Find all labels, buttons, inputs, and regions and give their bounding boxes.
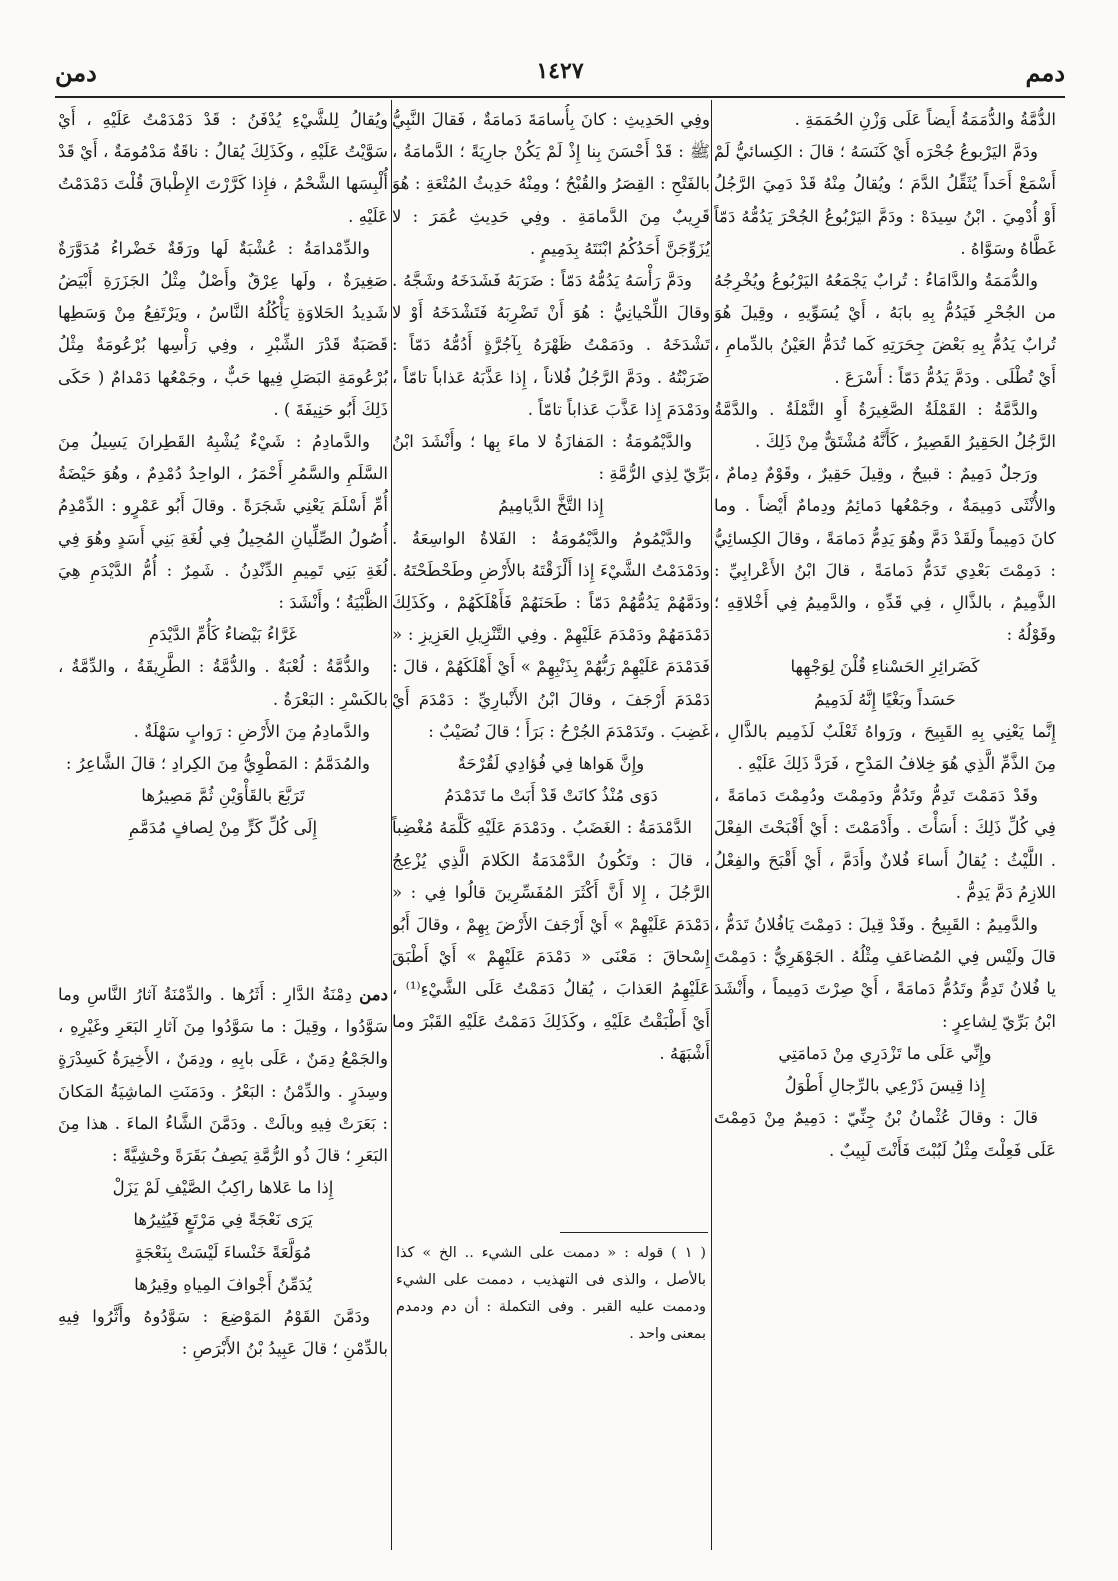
column-left-bottom xyxy=(58,978,388,1552)
column-middle xyxy=(392,104,710,1224)
verse-line: غَرَّاءُ بَيْضاءُ كَأُمِّ الدَّيْدَمِ xyxy=(148,625,298,645)
header-root-left: دمن xyxy=(55,58,97,87)
verse-line: دَوَى مُنْذُ كانَتْ قَدْ أَبَتْ ما تَدَمْدَمُ xyxy=(444,786,658,806)
footnote: ( ١ ) قوله : « دممت على الشيء .. الخ » كذا بالأصل ، والذى فى التهذيب ، دممت على الشيء ودممت عليه القبر . وفى التكملة : أن دم ودمدم بمعنى واحد . xyxy=(396,1245,706,1342)
page-header xyxy=(55,58,1065,98)
entry-paragraph: وفِي الحَدِيثِ : كانَ بِأُسامَةَ دَمامَةٌ ، فَقالَ النَّبِيُّ ﷺ : قَدْ أَحْسَنَ بِنا إِذْ لَمْ يَكُنْ جارِيَةً ؛ الدَّمامَةُ ، بالفَتْحِ : القِصَرُ والقُبْحُ ؛ ومِنْهُ حَدِيثُ المُتْعَةِ : هُوَ قَرِيبٌ مِنَ الدَّمامَةِ . وفِي حَدِيثِ عُمَرَ : لا يُزَوِّجَنَّ أَحَدُكُمُ ابْنَتَهُ بِدَمِيمٍ . xyxy=(392,110,710,258)
entry-paragraph: إِنَّما يَعْنِي بِهِ القَبِيحَ ، ورَواهُ ثَعْلَبٌ لَذَمِيم بالذَّالِ ، مِنَ الذَّمِّ الَّذِي هُوَ خِلافُ المَدْحِ ، فَرَدَّ ذَلِكَ عَلَيْهِ . xyxy=(714,721,1056,774)
entry-paragraph: والدَّمِيمُ : القَبِيحُ . وقَدْ قِيلَ : دَمِمْتَ يَافُلانُ تَدَمُّ ، قالَ ولَيْس فِي المُضاعَفِ مِثْلُهُ . الجَوْهَرِيُّ : دَمِمْتَ يا فُلانُ تَدِمُّ وتَدُمُّ دَمامَةً ، أَيْ صِرْتَ دَمِيماً ، وأَنْشَدَ ابْنُ بَرِّيّ لِشاعِرٍ : xyxy=(714,915,1056,1031)
column-right xyxy=(714,104,1056,1554)
entry-paragraph: والمُدَمَّمُ : المَطْوِيُّ مِنَ الكِرادِ ؛ قالَ الشَّاعِرُ : xyxy=(65,754,370,774)
entry-paragraph: ودَمَّ اليَرْبوعُ جُحْرَه أَيْ كَنَسَهُ ؛ قالَ : الكِسائيُّ لَمْ أَسْمَعْ أَحَداً يُثَقِّلُ الدَّمَ ؛ ويُقالُ مِنْهُ قَدْ دَمِيَ الرَّجُلُ أَوْ أُدْمِيَ . ابْنُ سِيدَهْ : ودَمَّ اليَرْبُوعُ الجُحْرَ يَدُمُّهُ دَمّاً غَطَّاهُ وسَوَّاهُ . xyxy=(714,142,1056,258)
verse-line: كَضَرائِرِ الحَسْناءِ قُلْنَ لِوَجْهِها xyxy=(790,657,980,677)
entry-head-word: دمن xyxy=(359,984,388,1004)
verse-line: يُدَمِّنُ أَجْوافَ المِياهِ وقِيرُها xyxy=(134,1274,312,1294)
entry-paragraph: ورَجلٌ دَمِيمٌ : قبيحٌ ، وقِيلَ حَقِيرٌ ، وقَوْمٌ دِمامٌ ، والأُنْثَى دَمِيمَةٌ ، وجَمْعُها دَمائِمُ ودِمامٌ أَيْضاً . وما كانَ دَمِيماً ولَقَدْ دَمَّ وهُوَ يَدِمُّ دَمامَةً ، وقالَ الكِسائِيُّ : دَمِمْتَ بَعْدِي تَدَمُّ دَمامَةً ، قالَ ابْنُ الأَعْرابِيِّ : الذَّمِيمُ ، بالذَّالِ ، فِي قَدِّهِ ، والدَّمِيمُ فِي أَخْلاقِهِ ؛ وقَوْلُهُ : xyxy=(714,464,1056,645)
verse-line: حَسَداً وبَغْيًا إِنَّهُ لَدَمِيمُ xyxy=(814,689,956,709)
entry-paragraph: ويُقالُ لِلشَّيْءِ يُدْفَنُ : قَدْ دَمْدَمْتُ عَلَيْهِ ، أَيْ سَوَّيْتُ عَلَيْهِ ، وكَذَلِكَ يُقالُ : ناقَةٌ مَدْمُومَةٌ ، أَيْ قَدْ أُلْبِسَها الشَّحْمُ ، فإِذا كَرَّرْتَ الإِطْباقَ قُلْتَ دَمْدَمْتُ عَلَيْهِ . xyxy=(58,110,388,226)
entry-paragraph xyxy=(58,978,388,1172)
entry-paragraph: ودَمَّنَ القَوْمُ المَوْضِعَ : سَوَّدُوهُ وأَثَّرُوا فِيهِ بالدِّمْنِ ؛ قالَ عَبِيدُ بْنُ الأَبْرَصِ : xyxy=(58,1307,388,1359)
column-left-top xyxy=(58,104,388,964)
entry-paragraph: والدَّمادِمُ مِنَ الأَرْضِ : رَوابٍ سَهْلَةٌ . xyxy=(133,721,370,741)
verse-line: وإِنَّ هَواها فِي فُؤادِي لَقُرْحَةٌ xyxy=(457,754,645,774)
verse-line: مُوَلَّعَةً خَنْساءَ لَيْسَتْ بِنَعْجَةٍ xyxy=(134,1242,312,1262)
entry-paragraph: الدَّمْدَمَةُ : الغَضَبُ . ودَمْدَمَ عَلَيْهِ كَلَّمَهُ مُغْضِباً ، قالَ : وتَكُونُ الدَّمْدَمَةُ الكَلامَ الَّذِي يُزْعِجُ الرَّجُلَ ، إِلا أَنَّ أَكْثَرَ المُفَسِّرِينَ قالُوا فِي : « دَمْدَمَ عَلَيْهِمْ » أَيْ أَرْجَفَ الأَرْضَ بِهِمْ ، وقالَ أَبُو إِسْحاقَ : مَعْنَى « دَمْدَمَ عَلَيْهِمْ » أَيْ أَطْبَقَ عَلَيْهِمُ العَذابَ ، يُقالُ دَمَمْتُ عَلَى الشَّيْءِ⁽¹⁾ ، أَيْ أَطْبَقْتُ عَلَيْهِ ، وكَذَلِكَ دَمَمْتُ عَلَيْهِ القَبْرَ وما أَشْبَهَهُ . xyxy=(392,818,710,1063)
verse-line: تَرَبَّعَ بالقَأْوَيْنِ ثُمَّ مَصِيرُها xyxy=(141,786,305,806)
entry-paragraph: والدَّيْمُومُ والدَّيْمُومَةُ : الفَلاةُ الواسِعَةُ . ودَمْدَمْتُ الشَّيْءَ إِذا أَلْزَقْتَهُ بالأَرْضِ وطَحْطَحْتَهُ . ودَمَّهُمْ يَدُمُّهُمْ دَمّاً : طَحَنَهُمْ فَأَهْلَكَهُمْ ، وكَذَلِكَ دَمْدَمَهُمْ ودَمْدَمَ عَلَيْهِمْ . وفِي التَّنْزِيلِ العَزِيزِ : « فَدَمْدَمَ عَلَيْهِمْ رَبُّهُمْ بِذَنْبِهِمْ » أَيْ أَهْلَكَهُمْ ، قالَ : دَمْدَمَ أَرْجَفَ ، وقالَ ابْنُ الأَنْبارِيِّ : دَمْدَمَ أَيْ غَضِبَ . وتَدَمْدَمَ الجُرْحُ : بَرَأَ ؛ قالَ نُصَيْبٌ : xyxy=(392,528,710,741)
verse-line: إِلَى كُلِّ كَرٍّ مِنْ لِصافٍ مُدَمَّمِ xyxy=(128,818,318,838)
page-number: ١٤٢٧ xyxy=(536,58,584,84)
entry-paragraph: ودَمَّ رَأْسَهُ يَدُمُّهُ دَمّاً : ضَرَبَهُ فَشَدَخَهُ وشَجَّهُ . وقالَ اللِّحْيانِيُّ : هُوَ أَنْ تَضْرِبَهُ فَتَشْدَخَهُ أَوْ لا تَشْدَخَهُ . ودَمَمْتُ ظَهْرَهُ بِآجُرَّةٍ أَدُمُّهُ دَمّاً : ضَرَبْتُهُ . ودَمَّ الرَّجُلُ فُلاناً ، إِذا عَذَّبَهُ عَذاباً تامّاً ، ودَمْدَمَ إِذا عَذَّبَ عَذاباً تامّاً . xyxy=(392,271,710,419)
entry-paragraph: والدِّمْدامَةُ : عُشْبَةٌ لَها ورَقَةٌ خَضْراءُ مُدَوَّرَةٌ صَغِيرَةٌ ، ولَها عِرْقٌ وأَصْلٌ مِثْلُ الجَزَرَةِ أَبْيَضُ شَدِيدُ الحَلاوَةِ يَأْكُلُهُ النَّاسُ ، ويَرْتَفِعُ مِنْ وَسَطِها قَصَبَةٌ قَدْرَ الشِّبْرِ ، وفِي رَأْسِها بُرْعُومَةٌ مِثْلُ بُرْعُومَةِ البَصَلِ فِيها حَبٌّ ، وجَمْعُها دَمْدامٌ ( حَكَى ذَلِكَ أَبُو حَنِيفَةَ ) . xyxy=(58,238,388,419)
entry-paragraph: الدُّمَّةُ والدُّمَمَةُ أَيضاً عَلَى وَزْنِ الحُمَمَةِ . xyxy=(794,110,1056,129)
entry-paragraph: والدُّمَمَةُ والدَّامَاءُ : تُرابٌ يَجْمَعُهُ اليَرْبُوعُ ويُخْرِجُهُ من الجُحْرِ فَيَدُمُّ بِهِ بابَهُ ، أَيْ يُسَوِّيهِ ، وقِيلَ هُوَ تُرابٌ يَدُمُّ بِهِ بَعْضَ جِحَرَتِهِ كَما تُدَمُّ العَيْنُ بالدِّمامِ ، أَيْ تُطْلَى . ودَمَّ يَدُمُّ دَمّاً : أَسْرَعَ . xyxy=(714,271,1056,387)
entry-paragraph: والدَّمَّةُ : القَمْلَةُ الصَّغِيرَةُ أَوِ النَّمْلَةُ . والدَّمَّةُ الرَّجُلُ الحَقِيرُ القَصِيرُ ، كَأَنَّهُ مُشْتَقٌّ مِنْ ذَلِكَ . xyxy=(714,399,1056,452)
verse-line: إِذا قِيسَ ذَرْعِي بالرِّجالِ أَطْوَلُ xyxy=(784,1076,986,1096)
entry-paragraph: وقَدْ دَمَمْتَ تَدِمُّ وتَدُمُّ ودَمِمْتَ ودُمِمْتَ دَمامَةً ، فِي كُلِّ ذَلِكَ : أَسَأْتَ . وأَدْمَمْتَ : أَيْ أَقْبَحْتَ الفِعْلَ . اللَّيْثُ : يُقالُ أَساءَ فُلانٌ وأَدَمَّ ، أَيْ أَقْبَحَ والفِعْلُ اللازِمُ دَمَّ يَدِمُّ . xyxy=(714,786,1056,902)
entry-paragraph: قالَ : وقالَ عُثْمانُ بْنُ جِنِّيّ : دَمِيمٌ مِنْ دَمِمْتَ عَلَى فَعِلْتَ مِثْلُ لَبُبْتَ فَأَنْتَ لَبِيبٌ . xyxy=(714,1108,1056,1160)
header-divider xyxy=(55,96,1065,98)
verse-line: إِذا ما عَلاها راكِبُ الصَّيْفِ لَمْ يَزَلْ xyxy=(112,1178,334,1198)
verse-line: إِذا التَّخَّ الدَّيامِيمُ xyxy=(498,496,604,516)
entry-paragraph: والدَّيْمُومَةُ : المَفازَةُ لا ماءَ بِها ؛ وأَنْشَدَ ابْنُ بَرِّيّ لِذِي الرُّمَّةِ : xyxy=(392,432,710,484)
header-root-right: دمم xyxy=(1025,58,1065,87)
verse-line: يَرَى نَعْجَةً فِي مَرْتَعٍ فَيُثِيرُها xyxy=(133,1210,313,1230)
column-divider-right xyxy=(711,100,712,1550)
entry-paragraph: والدُّمَّةُ : لُعْبَةٌ . والدُّمَّةُ : الطَّرِيقَةُ ، والدِّمَّةُ ، بالكَسْرِ : البَعْرَةُ . xyxy=(58,657,388,709)
entry-paragraph: والدَّمادِمُ : شَيْءٌ يُشْبِهُ القَطِرانَ يَسِيلُ مِنَ السَّلَمِ والسَّمُرِ أَحْمَرُ ، الواحِدُ دُمْدِمٌ ، وهُوَ حَيْضَةُ أُمِّ أَسْلَمَ يَعْنِي شَجَرَةً . وقالَ أَبُو عَمْرٍو : الدِّمْدِمُ أُصُولُ الصِّلِّيانِ المُحِيلُ فِي لُغَةِ بَنِي أَسَدٍ وهُوَ فِي لُغَةِ بَنِي تَمِيمِ الدِّنْدِنُ . شَمِرٌ : أُمُّ الدَّيْدَمِ هِيَ الظَّبْيَةُ ؛ وأَنْشَدَ : xyxy=(58,432,388,613)
footnote-divider xyxy=(560,1232,708,1233)
verse-line: وإِنِّي عَلَى ما تَزْدَرِي مِنْ دَمامَتِي xyxy=(778,1043,992,1063)
entry-text: دِمْنَةُ الدَّارِ : أَثَرُها . والدِّمْنَةُ آثارُ النَّاسِ وما سَوَّدُوا ، وقِيلَ : ما سَوَّدُوا مِنَ آثارِ البَعَرِ وغَيْرِهِ ، والجَمْعُ دِمَنٌ ، عَلَى بابِهِ ، ودِمَنٌ ، الأَخِيرَةُ كَسِدْرَةٍ وسِدَرٍ . والدِّمْنُ : البَعْرُ . ودَمَنَتِ الماشِيَةُ المَكانَ : بَعَرَتْ فِيهِ وبالَتْ . ودَمَّنَ الشَّاءُ الماءَ . هذا مِنَ البَعَرِ ؛ قالَ ذُو الرُّمَّةِ يَصِفُ بَقَرَةً وحْشِيَّةً : xyxy=(58,985,388,1166)
